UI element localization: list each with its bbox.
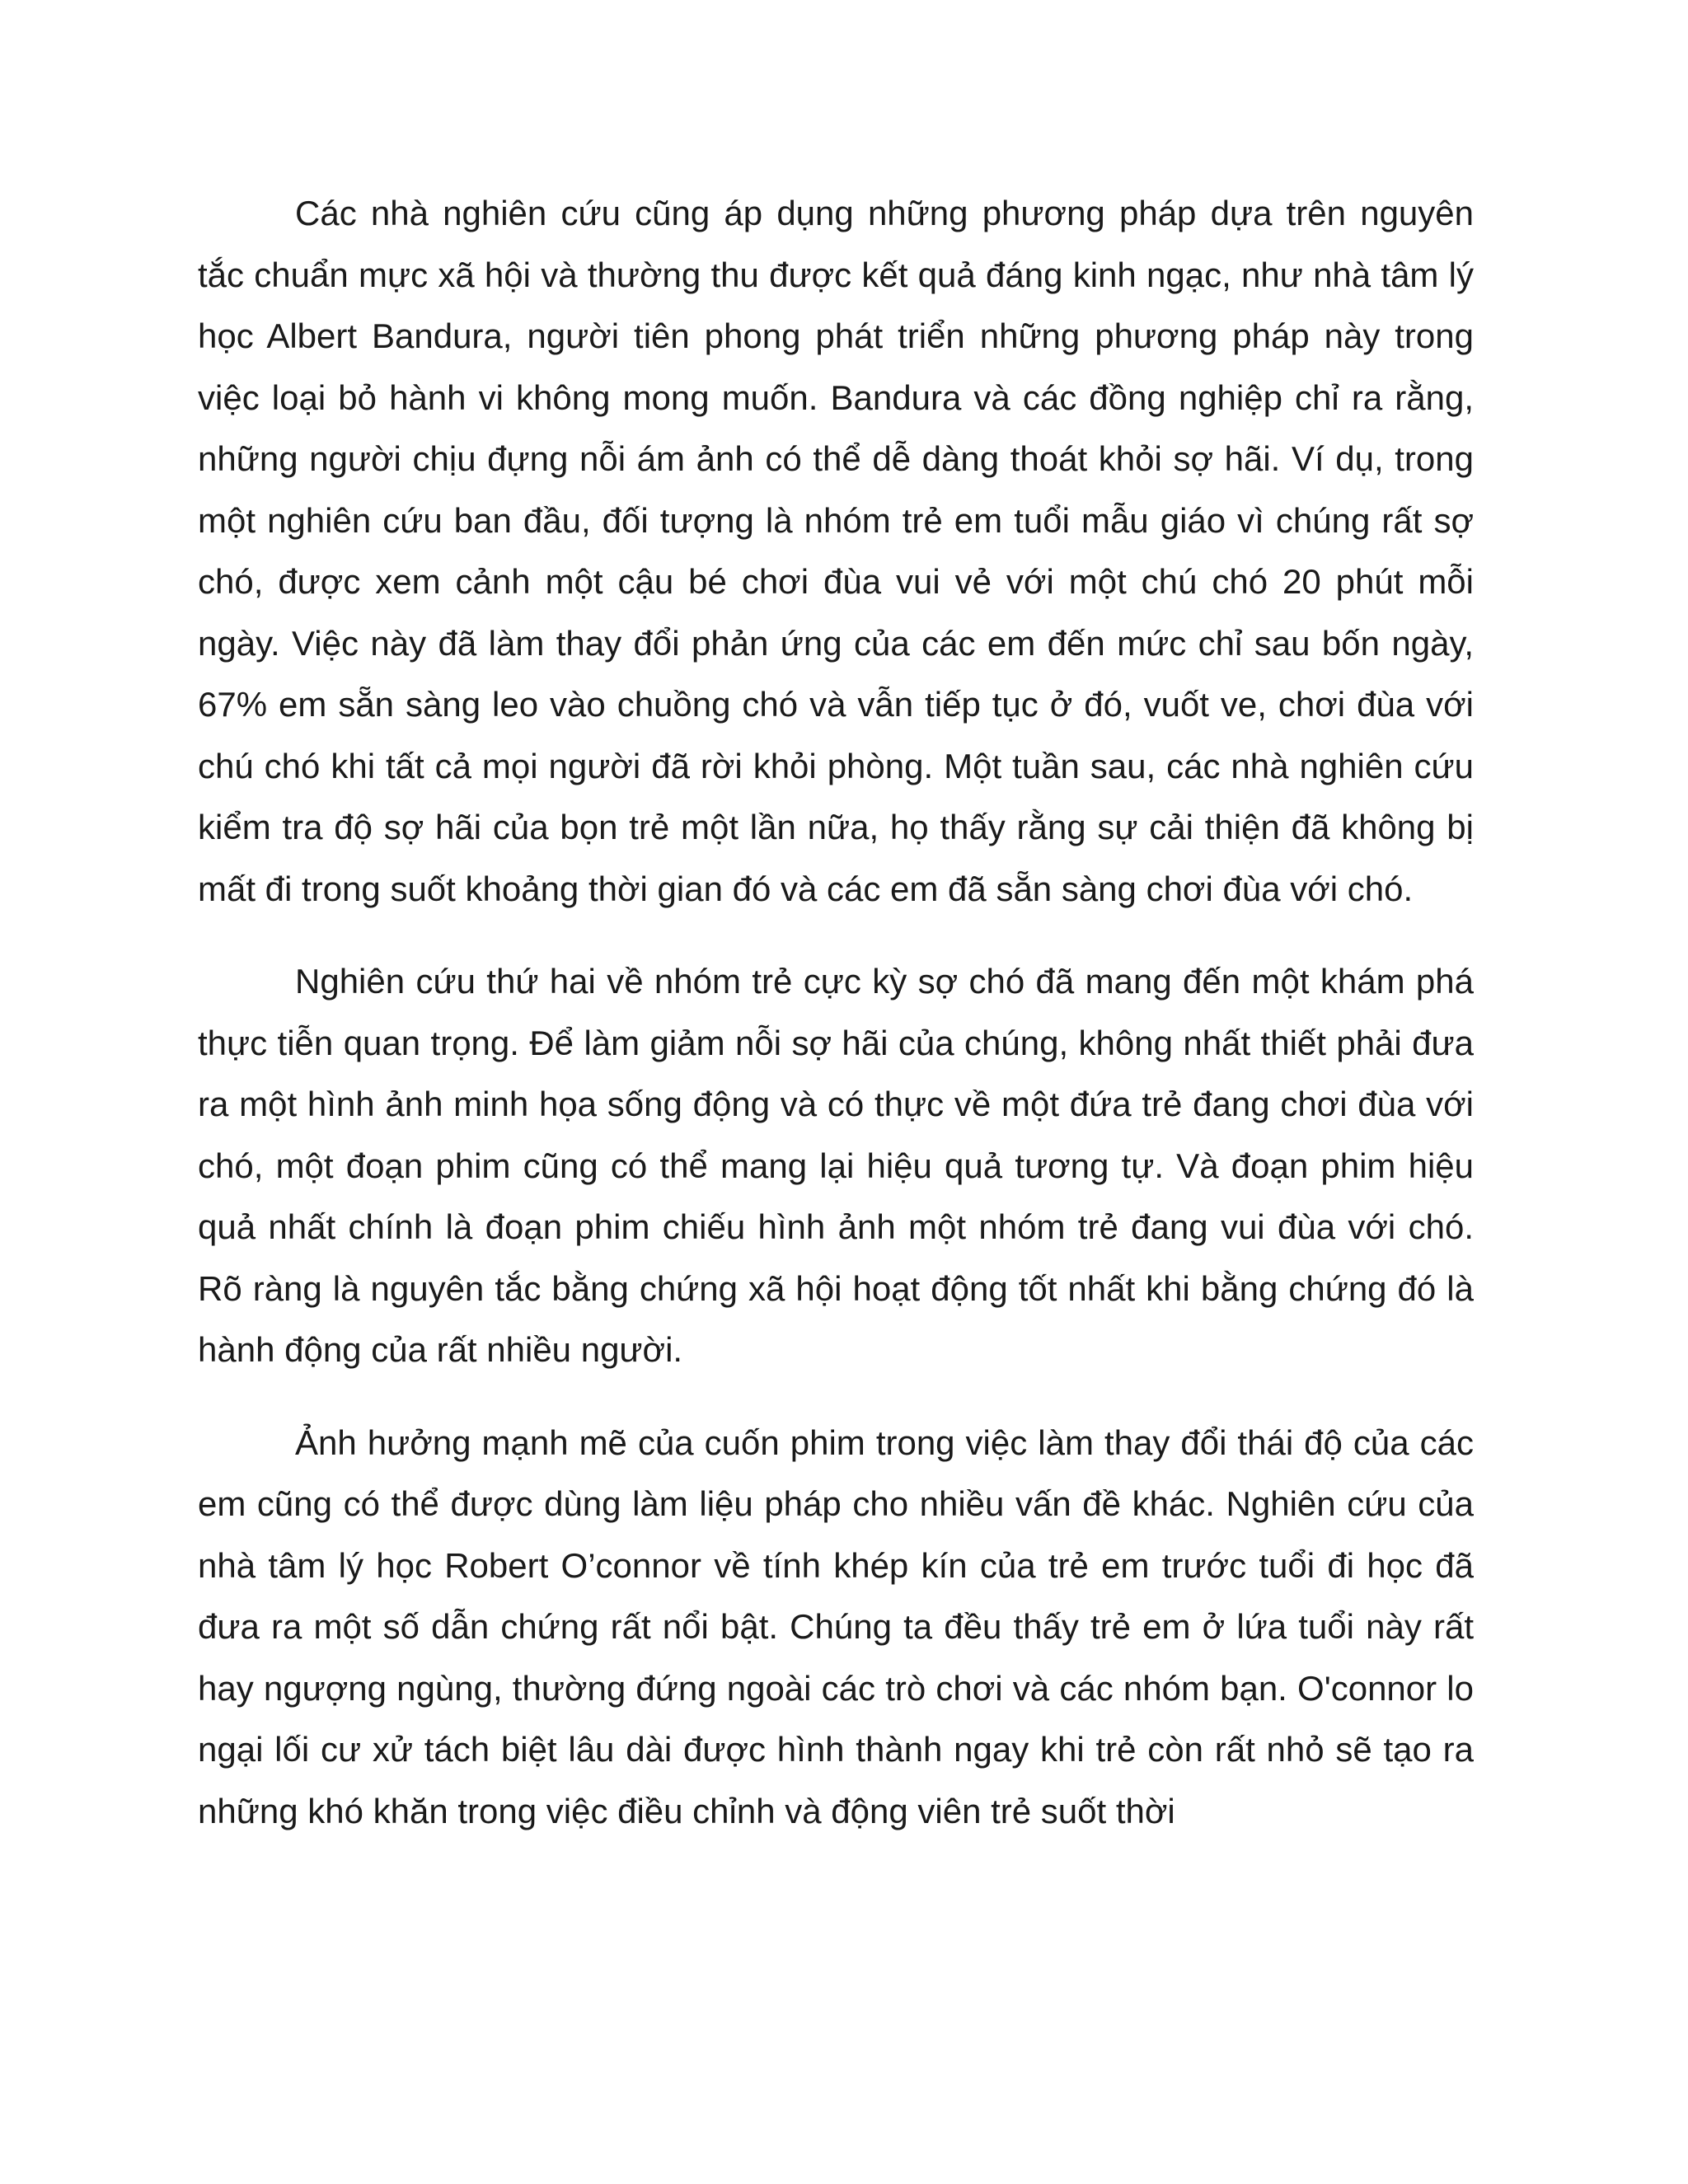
paragraph-oconnor-study: Ảnh hưởng mạnh mẽ của cuốn phim trong việc làm thay đổi thái độ của các em cũng có thể được dùng làm liệu pháp cho nhiều vấn đề khác. Nghiên cứu của nhà tâm lý học Robert O’connor về tính khép kín của trẻ em trước tuổi đi học đã đưa ra một số dẫn chứng rất nổi bật. Chúng ta đều thấy trẻ em ở lứa tuổi này rất hay ngượng ngùng, thường đứng ngoài các trò chơi và các nhóm bạn. O'connor lo ngại lối cư xử tách biệt lâu dài được hình thành ngay khi trẻ còn rất nhỏ sẽ tạo ra những khó khăn trong việc điều chỉnh và động viên trẻ suốt thời [198,1422,1474,1830]
document-page [198,183,1474,1842]
paragraph-second-study: Nghiên cứu thứ hai về nhóm trẻ cực kỳ sợ chó đã mang đến một khám phá thực tiễn quan trọng. Để làm giảm nỗi sợ hãi của chúng, không nhất thiết phải đưa ra một hình ảnh minh họa sống động và có thực về một đứa trẻ đang chơi đùa với chó, một đoạn phim cũng có thể mang lại hiệu quả tương tự. Và đoạn phim hiệu quả nhất chính là đoạn phim chiếu hình ảnh một nhóm trẻ đang vui đùa với chó. Rõ ràng là nguyên tắc bằng chứng xã hội hoạt động tốt nhất khi bằng chứng đó là hành động của rất nhiều người. [198,962,1474,1369]
paragraph-bandura-study: Các nhà nghiên cứu cũng áp dụng những phương pháp dựa trên nguyên tắc chuẩn mực xã hội và thường thu được kết quả đáng kinh ngạc, như nhà tâm lý học Albert Bandura, người tiên phong phát triển những phương pháp này trong việc loại bỏ hành vi không mong muốn. Bandura và các đồng nghiệp chỉ ra rằng, những người chịu đựng nỗi ám ảnh có thể dễ dàng thoát khỏi sợ hãi. Ví dụ, trong một nghiên cứu ban đầu, đối tượng là nhóm trẻ em tuổi mẫu giáo vì chúng rất sợ chó, được xem cảnh một cậu bé chơi đùa vui vẻ với một chú chó 20 phút mỗi ngày. Việc này đã làm thay đổi phản ứng của các em đến mức chỉ sau bốn ngày, 67% em sẵn sàng leo vào chuồng chó và vẫn tiếp tục ở đó, vuốt ve, chơi đùa với chú chó khi tất cả mọi người đã rời khỏi phòng. Một tuần sau, các nhà nghiên cứu kiểm tra độ sợ hãi của bọn trẻ một lần nữa, họ thấy rằng sự cải thiện đã không bị mất đi trong suốt khoảng thời gian đó và các em đã sẵn sàng chơi đùa với chó. [198,194,1474,908]
